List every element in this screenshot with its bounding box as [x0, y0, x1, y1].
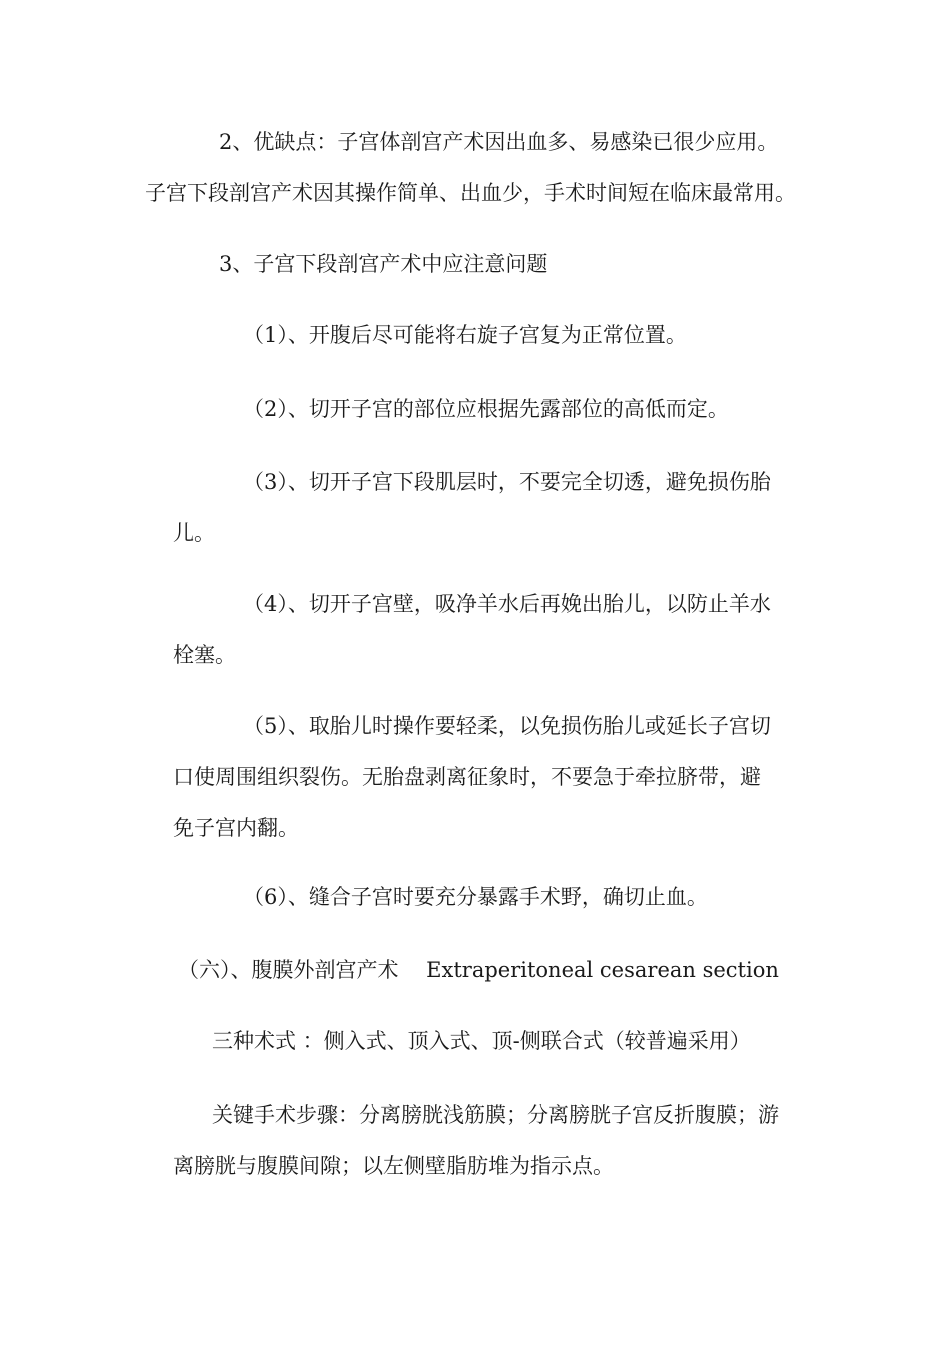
paragraph-line: 三种术式 ：侧入式、顶入式、顶-侧联合式（较普遍采用）	[212, 1029, 751, 1053]
list-item: （4）、切开子宫壁，吸净羊水后再娩出胎儿，以防止羊水	[243, 592, 771, 616]
list-item: （6）、缝合子宫时要充分暴露手术野，确切止血。	[243, 885, 708, 909]
section-heading: 3、子宫下段剖宫产术中应注意问题	[219, 252, 548, 276]
list-item-continuation: 栓塞。	[173, 643, 236, 667]
list-item: （2）、切开子宫的部位应根据先露部位的高低而定。	[243, 397, 729, 421]
list-item: （1）、开腹后尽可能将右旋子宫复为正常位置。	[243, 323, 687, 347]
list-item-continuation: 口使周围组织裂伤。无胎盘剥离征象时，不要急于牵拉脐带，避	[173, 765, 761, 789]
paragraph-line: 关键手术步骤：分离膀胱浅筋膜；分离膀胱子宫反折腹膜；游	[212, 1103, 779, 1127]
list-item-continuation: 免子宫内翻。	[173, 816, 299, 840]
list-item: （3）、切开子宫下段肌层时，不要完全切透，避免损伤胎	[243, 470, 771, 494]
list-item-continuation: 儿。	[173, 521, 215, 545]
section-heading: （六）、腹膜外剖宫产术 Extraperitoneal cesarean section	[178, 958, 779, 982]
paragraph-line: 子宫下段剖宫产术因其操作简单、出血少，手术时间短在临床最常用。	[145, 181, 796, 205]
list-item: （5）、取胎儿时操作要轻柔，以免损伤胎儿或延长子宫切	[243, 714, 771, 738]
paragraph-line: 离膀胱与腹膜间隙；以左侧壁脂肪堆为指示点。	[173, 1154, 614, 1178]
paragraph-line: 2、优缺点：子宫体剖宫产术因出血多、易感染已很少应用。	[219, 130, 779, 154]
